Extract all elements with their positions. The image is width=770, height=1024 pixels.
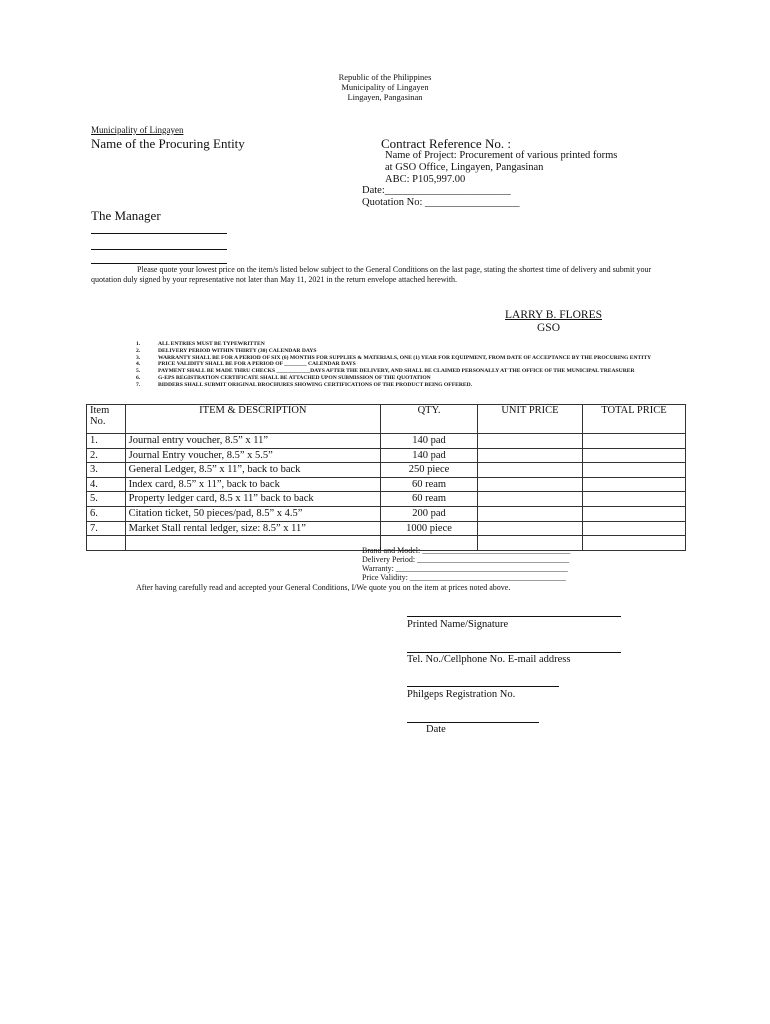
cell-description: Journal entry voucher, 8.5” x 11”	[125, 434, 380, 449]
cell-total-price[interactable]	[582, 463, 685, 478]
cell-description: General Ledger, 8.5” x 11”, back to back	[125, 463, 380, 478]
addressee-line-2	[91, 249, 227, 250]
cell-total-price[interactable]	[582, 506, 685, 521]
cell-unit-price[interactable]	[478, 477, 583, 492]
signatory-name: LARRY B. FLORES	[505, 309, 603, 321]
table-row	[87, 434, 686, 449]
table-row	[87, 448, 686, 463]
conditions-list	[136, 341, 676, 389]
table-row	[87, 492, 686, 507]
cell-unit-price[interactable]	[478, 521, 583, 536]
contact-line[interactable]	[407, 652, 621, 653]
contact-label: Tel. No./Cellphone No. E-mail address	[407, 654, 571, 665]
signature-line[interactable]	[407, 616, 621, 617]
table-header-row	[87, 405, 686, 434]
header-republic: Republic of the Philippines	[338, 72, 432, 82]
date-field[interactable]: Date:________________________	[362, 185, 511, 196]
cell-unit-price[interactable]	[478, 434, 583, 449]
cell-item-no	[87, 536, 126, 551]
cell-total-price[interactable]	[582, 448, 685, 463]
table-row	[87, 521, 686, 536]
header-item-no: Item No.	[87, 405, 126, 434]
cell-item-no: 3.	[87, 463, 126, 478]
cell-unit-price[interactable]	[478, 463, 583, 478]
cell-qty: 60 ream	[381, 477, 478, 492]
price-validity-field[interactable]: Price Validity: _______________________________________	[362, 573, 566, 582]
philgeps-line[interactable]	[407, 686, 559, 687]
condition-item: 6. G-EPS REGISTRATION CERTIFICATE SHALL BE ATTACHED UPON SUBMISSION OF THE QUOTATION	[136, 374, 431, 381]
condition-item: 3. WARRANTY SHALL BE FOR A PERIOD OF SIX (6) MONTHS FOR SUPPLIES & MATERIALS, ONE (1) YEAR FOR EQUIPMENT, FROM DATE OF ACCEPTANCE BY THE PROCURING ENTITY	[136, 354, 652, 361]
cell-unit-price[interactable]	[478, 492, 583, 507]
project-info	[385, 150, 617, 186]
cell-total-price[interactable]	[582, 536, 685, 551]
items-table	[86, 404, 686, 551]
project-line-2: at GSO Office, Lingayen, Pangasinan	[385, 162, 544, 173]
condition-item: 5. PAYMENT SHALL BE MADE THRU CHECKS ____________DAYS AFTER THE DELIVERY, AND SHALL BE CLAIMED PERSONALLY AT THE OFFICE OF THE MUNICIPAL TREASURER	[136, 368, 635, 375]
cell-item-no: 7.	[87, 521, 126, 536]
cell-total-price[interactable]	[582, 521, 685, 536]
header-qty: QTY.	[381, 405, 478, 434]
cell-total-price[interactable]	[582, 492, 685, 507]
warranty-field[interactable]: Warranty: ___________________________________________	[362, 564, 568, 573]
cell-qty: 200 pad	[381, 506, 478, 521]
table-row	[87, 463, 686, 478]
cell-item-no: 4.	[87, 477, 126, 492]
cell-item-no: 5.	[87, 492, 126, 507]
intro-paragraph: Please quote your lowest price on the item/s listed below subject to the General Conditions on the last page, stating the shortest time of delivery and submit your quotation duly signed by your representative not later than May 11, 2021 in the return envelope attached herewith.	[91, 265, 652, 284]
quotation-field[interactable]: Quotation No: __________________	[362, 197, 520, 208]
entity-label: Name of the Procuring Entity	[91, 136, 245, 151]
cell-qty: 250 piece	[381, 463, 478, 478]
contract-reference: Contract Reference No. :	[381, 136, 511, 151]
table-row	[87, 477, 686, 492]
cell-item-no: 1.	[87, 434, 126, 449]
header-description: ITEM & DESCRIPTION	[125, 405, 380, 434]
cell-description: Market Stall rental ledger, size: 8.5” x 11”	[125, 521, 380, 536]
cell-unit-price[interactable]	[478, 448, 583, 463]
signatory-position: GSO	[537, 322, 561, 334]
cell-description: Journal Entry voucher, 8.5” x 5.5”	[125, 448, 380, 463]
cell-item-no: 6.	[87, 506, 126, 521]
delivery-period-field[interactable]: Delivery Period: ______________________________________	[362, 555, 570, 564]
abc-amount: ABC: P105,997.00	[385, 174, 466, 185]
header-location: Lingayen, Pangasinan	[347, 92, 423, 102]
cell-description: Citation ticket, 50 pieces/pad, 8.5” x 4.5”	[125, 506, 380, 521]
cell-total-price[interactable]	[582, 434, 685, 449]
addressee-line-1	[91, 233, 227, 234]
date-label: Date	[426, 724, 446, 735]
condition-item: 4. PRICE VALIDITY SHALL BE FOR A PERIOD OF ________ CALENDAR DAYS	[136, 361, 356, 368]
addressee-title: The Manager	[91, 208, 161, 223]
addressee-line-3	[91, 263, 227, 264]
cell-description	[125, 536, 380, 551]
philgeps-label: Philgeps Registration No.	[407, 689, 516, 700]
cell-qty: 140 pad	[381, 434, 478, 449]
condition-item: 1. ALL ENTRIES MUST BE TYPEWRITTEN	[136, 341, 265, 347]
condition-item: 7. BIDDERS SHALL SUBMIT ORIGINAL BROCHURES SHOWING CERTIFICATIONS OF THE PRODUCT BEING OFFERED.	[136, 381, 473, 388]
header-unit-price: UNIT PRICE	[478, 405, 583, 434]
cell-qty: 60 ream	[381, 492, 478, 507]
header-total-price: TOTAL PRICE	[582, 405, 685, 434]
cell-qty: 140 pad	[381, 448, 478, 463]
entity-name: Municipality of Lingayen	[91, 125, 184, 135]
cell-unit-price[interactable]	[478, 506, 583, 521]
cell-description: Index card, 8.5” x 11”, back to back	[125, 477, 380, 492]
cell-total-price[interactable]	[582, 477, 685, 492]
printed-name-label: Printed Name/Signature	[407, 619, 509, 630]
project-line-1: Name of Project: Procurement of various printed forms	[385, 150, 618, 161]
table-row	[87, 506, 686, 521]
cell-description: Property ledger card, 8.5 x 11” back to back	[125, 492, 380, 507]
date-line[interactable]	[407, 722, 539, 723]
condition-item: 2. DELIVERY PERIOD WITHIN THIRTY (30) CALENDAR DAYS	[136, 347, 317, 354]
brand-model-field[interactable]: Brand and Model: _____________________________________	[362, 546, 571, 555]
header-municipality: Municipality of Lingayen	[341, 82, 429, 92]
cell-qty: 1000 piece	[381, 521, 478, 536]
cell-item-no: 2.	[87, 448, 126, 463]
acceptance-statement: After having carefully read and accepted your General Conditions, I/We quote you on the item at prices noted above.	[136, 583, 511, 592]
